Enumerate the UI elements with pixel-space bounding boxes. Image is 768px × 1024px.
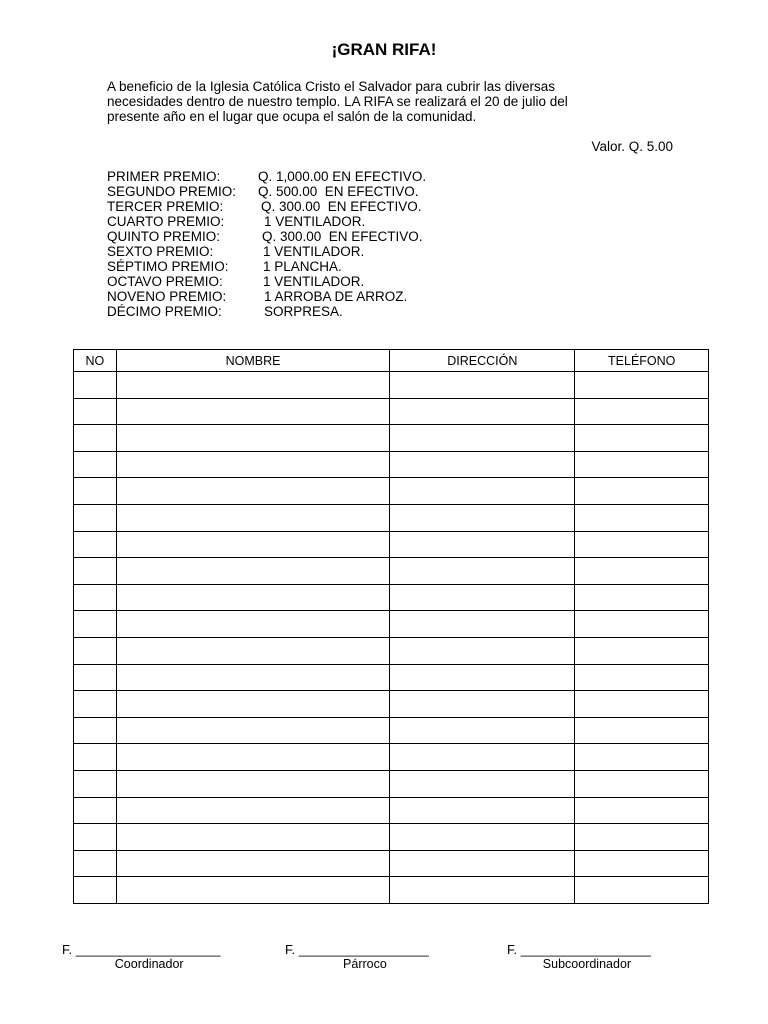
signature-caption: Subcoordinador (542, 957, 632, 971)
cell-phone[interactable] (575, 504, 709, 531)
table-row (74, 691, 709, 718)
table-row (74, 770, 709, 797)
table-row (74, 504, 709, 531)
cell-phone[interactable] (575, 850, 709, 877)
table-row (74, 717, 709, 744)
table-row (74, 850, 709, 877)
cell-no[interactable] (74, 664, 117, 691)
cell-no[interactable] (74, 850, 117, 877)
cell-name[interactable] (116, 372, 389, 399)
table-row (74, 398, 709, 425)
cell-name[interactable] (116, 717, 389, 744)
column-header-no: NO (74, 350, 117, 372)
cell-no[interactable] (74, 531, 117, 558)
cell-phone[interactable] (575, 637, 709, 664)
prize-label: SEXTO PREMIO: (107, 244, 214, 259)
table-row (74, 558, 709, 585)
cell-no[interactable] (74, 398, 117, 425)
prize-label: QUINTO PREMIO: (107, 229, 221, 244)
signature-priest (285, 942, 429, 971)
cell-phone[interactable] (575, 770, 709, 797)
cell-phone[interactable] (575, 877, 709, 904)
column-header-phone: TELÉFONO (575, 350, 709, 372)
cell-no[interactable] (74, 691, 117, 718)
cell-name[interactable] (116, 850, 389, 877)
prize-value: 1 VENTILADOR. (264, 214, 366, 229)
cell-address[interactable] (390, 664, 575, 691)
cell-address[interactable] (390, 425, 575, 452)
signature-caption: Párroco (343, 957, 387, 971)
cell-no[interactable] (74, 877, 117, 904)
prize-value: 1 VENTILADOR. (263, 244, 365, 259)
table-row (74, 425, 709, 452)
column-header-name: NOMBRE (116, 350, 389, 372)
intro-line: necesidades dentro de nuestro templo. LA RIFA se realizará el 20 de julio del (107, 94, 568, 109)
cell-phone[interactable] (575, 611, 709, 638)
cell-phone[interactable] (575, 744, 709, 771)
cell-phone[interactable] (575, 717, 709, 744)
cell-address[interactable] (390, 850, 575, 877)
cell-address[interactable] (390, 637, 575, 664)
cell-phone[interactable] (575, 451, 709, 478)
cell-phone[interactable] (575, 398, 709, 425)
cell-name[interactable] (116, 744, 389, 771)
column-header-address: DIRECCIÓN (390, 350, 575, 372)
prize-value: SORPRESA. (264, 304, 343, 319)
prize-label: DÉCIMO PREMIO: (107, 304, 222, 319)
cell-phone[interactable] (575, 664, 709, 691)
cell-address[interactable] (390, 744, 575, 771)
table-body (74, 372, 709, 904)
cell-no[interactable] (74, 584, 117, 611)
prize-value: 1 VENTILADOR. (263, 274, 365, 289)
prize-value: 1 PLANCHA. (263, 259, 342, 274)
cell-name[interactable] (116, 478, 389, 505)
signature-caption: Coordinador (114, 957, 184, 971)
table-row (74, 824, 709, 851)
cell-name[interactable] (116, 877, 389, 904)
prize-value: Q. 500.00 EN EFECTIVO. (258, 184, 419, 199)
cell-address[interactable] (390, 611, 575, 638)
cell-name[interactable] (116, 691, 389, 718)
cell-address[interactable] (390, 478, 575, 505)
cell-name[interactable] (116, 584, 389, 611)
intro-paragraph (107, 79, 647, 124)
cell-phone[interactable] (575, 584, 709, 611)
cell-no[interactable] (74, 824, 117, 851)
cell-name[interactable] (116, 797, 389, 824)
table-row (74, 372, 709, 399)
cell-name[interactable] (116, 824, 389, 851)
cell-name[interactable] (116, 611, 389, 638)
table-row (74, 531, 709, 558)
prize-label: CUARTO PREMIO: (107, 214, 225, 229)
table-row (74, 744, 709, 771)
cell-address[interactable] (390, 824, 575, 851)
cell-phone[interactable] (575, 824, 709, 851)
cell-no[interactable] (74, 637, 117, 664)
cell-address[interactable] (390, 691, 575, 718)
table-row (74, 637, 709, 664)
table-row (74, 451, 709, 478)
cell-address[interactable] (390, 398, 575, 425)
table-header-row (74, 350, 709, 372)
prize-value: 1 ARROBA DE ARROZ. (264, 289, 408, 304)
signature-coordinator (62, 942, 220, 971)
cell-phone[interactable] (575, 797, 709, 824)
cell-address[interactable] (390, 717, 575, 744)
cell-no[interactable] (74, 770, 117, 797)
cell-no[interactable] (74, 797, 117, 824)
cell-name[interactable] (116, 425, 389, 452)
table-row (74, 478, 709, 505)
cell-name[interactable] (116, 664, 389, 691)
cell-name[interactable] (116, 770, 389, 797)
cell-no[interactable] (74, 611, 117, 638)
prize-label: PRIMER PREMIO: (107, 169, 221, 184)
cell-address[interactable] (390, 797, 575, 824)
ticket-price: Valor. Q. 5.00 (591, 139, 673, 154)
prize-value: Q. 300.00 EN EFECTIVO. (262, 229, 423, 244)
prize-label: OCTAVO PREMIO: (107, 274, 223, 289)
cell-no[interactable] (74, 744, 117, 771)
cell-phone[interactable] (575, 372, 709, 399)
prize-label: TERCER PREMIO: (107, 199, 224, 214)
cell-no[interactable] (74, 558, 117, 585)
cell-phone[interactable] (575, 478, 709, 505)
cell-name[interactable] (116, 637, 389, 664)
registration-table (73, 349, 709, 904)
cell-address[interactable] (390, 451, 575, 478)
cell-address[interactable] (390, 770, 575, 797)
signature-line: F. __________________ (507, 942, 651, 957)
cell-phone[interactable] (575, 691, 709, 718)
table-row (74, 877, 709, 904)
cell-address[interactable] (390, 372, 575, 399)
cell-name[interactable] (116, 451, 389, 478)
prize-label: NOVENO PREMIO: (107, 289, 227, 304)
cell-address[interactable] (390, 531, 575, 558)
cell-address[interactable] (390, 504, 575, 531)
prize-label: SEGUNDO PREMIO: (107, 184, 237, 199)
cell-name[interactable] (116, 531, 389, 558)
prize-value: Q. 300.00 EN EFECTIVO. (261, 199, 422, 214)
cell-no[interactable] (74, 478, 117, 505)
cell-no[interactable] (74, 717, 117, 744)
signature-subcoordinator (507, 942, 651, 971)
cell-no[interactable] (74, 451, 117, 478)
cell-no[interactable] (74, 504, 117, 531)
cell-address[interactable] (390, 558, 575, 585)
intro-line: presente año en el lugar que ocupa el salón de la comunidad. (107, 109, 477, 124)
table-row (74, 797, 709, 824)
cell-name[interactable] (116, 398, 389, 425)
signature-line: F. ____________________ (62, 942, 221, 957)
intro-line: A beneficio de la Iglesia Católica Cristo el Salvador para cubrir las diversas (107, 79, 555, 94)
cell-phone[interactable] (575, 531, 709, 558)
signature-line: F. __________________ (285, 942, 429, 957)
cell-address[interactable] (390, 877, 575, 904)
cell-no[interactable] (74, 372, 117, 399)
cell-address[interactable] (390, 584, 575, 611)
table-row (74, 664, 709, 691)
page-title: ¡GRAN RIFA! (331, 40, 437, 59)
cell-phone[interactable] (575, 558, 709, 585)
prize-value: Q. 1,000.00 EN EFECTIVO. (258, 169, 427, 184)
cell-no[interactable] (74, 425, 117, 452)
prize-label: SÉPTIMO PREMIO: (107, 259, 229, 274)
cell-phone[interactable] (575, 425, 709, 452)
cell-name[interactable] (116, 504, 389, 531)
table-row (74, 611, 709, 638)
cell-name[interactable] (116, 558, 389, 585)
table-row (74, 584, 709, 611)
